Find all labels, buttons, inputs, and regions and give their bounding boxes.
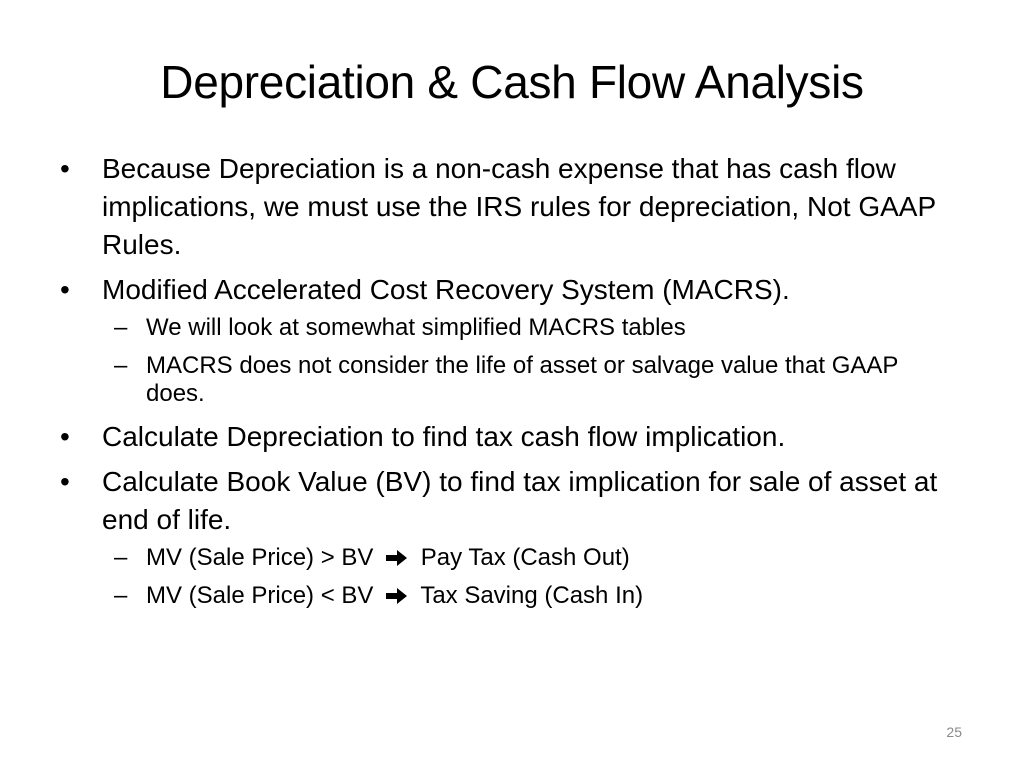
sub-bullet-text: We will look at somewhat simplified MACRS tables [146,314,686,341]
bullet-item [60,150,960,264]
slide-number: 25 [946,724,962,740]
bullet-text: Calculate Depreciation to find tax cash flow implication. [102,421,786,452]
bullet-item [60,463,960,539]
slide-content [60,150,960,620]
bullet-marker: • [60,153,70,184]
sub-bullet-item [102,582,960,610]
bullet-marker: • [60,466,70,497]
sub-bullet-text: MACRS does not consider the life of asset or salvage value that GAAP does. [146,352,898,407]
sub-bullet-left-text: MV (Sale Price) > BV [146,544,374,571]
dash-marker: – [114,582,128,609]
dash-marker: – [114,352,128,379]
sub-bullet-left-text: MV (Sale Price) < BV [146,582,374,609]
slide-title: Depreciation & Cash Flow Analysis [160,56,864,108]
sub-bullet-item [102,544,960,572]
bullet-text: Because Depreciation is a non-cash expense that has cash flow implications, we must use the IRS rules for depreciation, Not GAAP Rules. [102,153,936,260]
right-arrow-icon [386,549,408,567]
bullet-text: Calculate Book Value (BV) to find tax implication for sale of asset at end of life. [102,466,938,535]
sub-bullet-right-text: Pay Tax (Cash Out) [420,544,630,571]
bullet-marker: • [60,421,70,452]
dash-marker: – [114,314,128,341]
sub-bullet-item [102,352,960,408]
dash-marker: – [114,544,128,571]
bullet-marker: • [60,274,70,305]
sub-bullet-item [102,314,960,342]
right-arrow-icon [386,587,408,605]
sub-bullet-right-text: Tax Saving (Cash In) [420,582,644,609]
bullet-item [60,418,960,456]
bullet-item [60,271,960,309]
bullet-text: Modified Accelerated Cost Recovery System (MACRS). [102,274,790,305]
